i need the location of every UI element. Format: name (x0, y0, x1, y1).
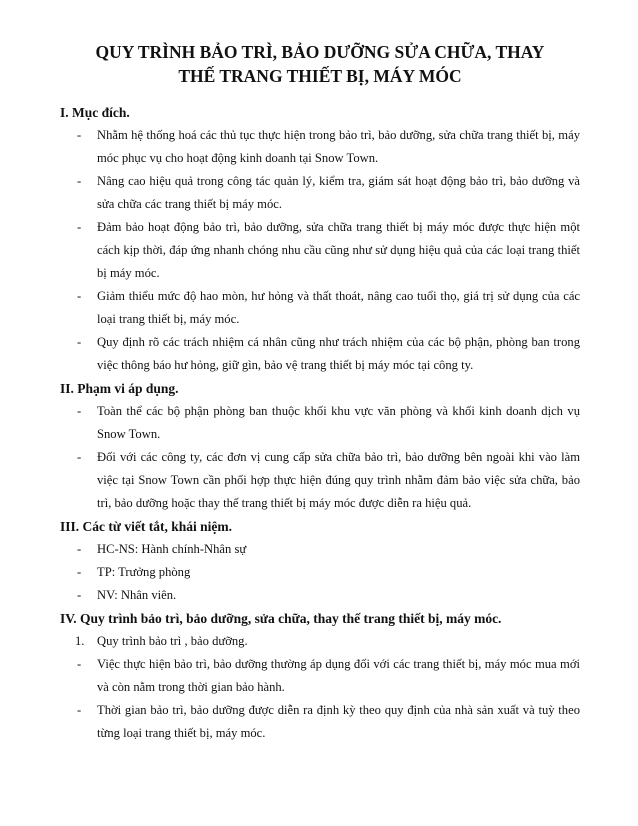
bullet-dash: - (77, 289, 82, 303)
list-item (60, 285, 580, 331)
bullet-dash: - (77, 174, 82, 188)
bullet-dash: - (77, 128, 82, 142)
list-item (60, 538, 580, 561)
document-title (70, 40, 570, 88)
list-item-text: Việc thực hiện bảo trì, bảo dưỡng thường áp dụng đối với các trang thiết bị, máy móc mua mới và còn nằm trong thời gian bảo hành. (97, 657, 580, 694)
list-item (60, 653, 580, 699)
section-purpose (60, 102, 580, 377)
list-item (60, 699, 580, 745)
bullet-list (60, 124, 580, 377)
list-item-text: Thời gian bảo trì, bảo dưỡng được diễn ra định kỳ theo quy định của nhà sản xuất và tuỳ theo từng loại trang thiết bị, máy móc. (97, 703, 580, 740)
bullet-dash: - (77, 565, 82, 579)
list-item-text: Quy định rõ các trách nhiệm cá nhân cũng như trách nhiệm của các bộ phận, phòng ban trong việc thông báo hư hỏng, giữ gìn, bảo vệ trang thiết bị máy móc tại công ty. (97, 335, 580, 372)
list-item (60, 170, 580, 216)
list-item (60, 446, 580, 515)
section-heading: I. Mục đích. (60, 105, 130, 120)
bullet-list (60, 400, 580, 515)
section-heading: III. Các từ viết tắt, khái niệm. (60, 519, 232, 534)
bullet-dash: - (77, 404, 82, 418)
list-item-text: TP: Trưởng phòng (97, 565, 191, 579)
bullet-dash: - (77, 703, 82, 717)
list-item (60, 400, 580, 446)
list-item (60, 331, 580, 377)
title-line-2: THẾ TRANG THIẾT BỊ, MÁY MÓC (178, 66, 462, 86)
bullet-dash: - (77, 542, 82, 556)
section-abbreviations (60, 516, 580, 607)
list-item (60, 561, 580, 584)
list-item-text: Đối với các công ty, các đơn vị cung cấp sửa chữa bảo trì, bảo dưỡng bên ngoài khi vào làm việc tại Snow Town cần phối hợp thực hiện đúng quy trình nhằm đảm bảo việc sửa chữa, bảo trì, bảo dưỡng hoặc thay thế trang thiết bị máy móc được diễn ra hiệu quả. (97, 450, 580, 510)
list-item-text: Nhằm hệ thống hoá các thủ tục thực hiện trong bảo trì, bảo dưỡng, sửa chữa trang thiết bị, máy móc phục vụ cho hoạt động kinh doanh tại Snow Town. (97, 128, 580, 165)
list-item-text: Đảm bảo hoạt động bảo trì, bảo dưỡng, sửa chữa trang thiết bị máy móc được thực hiện một cách kịp thời, đáp ứng nhanh chóng nhu cầu cũng như sử dụng hiệu quả của các loại trang thiết bị máy móc. (97, 220, 580, 280)
bullet-dash: - (77, 657, 82, 671)
list-item-text: Toàn thể các bộ phận phòng ban thuộc khối khu vực văn phòng và khối kinh doanh dịch vụ Snow Town. (97, 404, 580, 441)
bullet-dash: - (77, 588, 82, 602)
list-item-text: HC-NS: Hành chính-Nhân sự (97, 542, 247, 556)
list-item (60, 216, 580, 285)
bullet-dash: - (77, 450, 82, 464)
list-item (60, 124, 580, 170)
section-scope (60, 378, 580, 515)
number-marker: 1. (75, 634, 85, 648)
section-heading: IV. Quy trình bảo trì, bảo dưỡng, sửa chữa, thay thế trang thiết bị, máy móc. (60, 611, 502, 626)
bullet-list (60, 630, 580, 745)
list-item-text: Nâng cao hiệu quả trong công tác quản lý, kiểm tra, giám sát hoạt động bảo trì, bảo dưỡng và sửa chữa các trang thiết bị máy móc. (97, 174, 580, 211)
bullet-dash: - (77, 335, 82, 349)
list-item-numbered (60, 630, 580, 653)
title-line-1: QUY TRÌNH BẢO TRÌ, BẢO DƯỠNG SỬA CHỮA, THAY (95, 42, 545, 62)
section-procedure (60, 608, 580, 745)
list-item-text: Quy trình bảo trì , bảo dưỡng. (97, 634, 248, 648)
list-item-text: Giảm thiểu mức độ hao mòn, hư hỏng và thất thoát, nâng cao tuổi thọ, giá trị sử dụng của các loại trang thiết bị, máy móc. (97, 289, 580, 326)
list-item (60, 584, 580, 607)
bullet-dash: - (77, 220, 82, 234)
bullet-list (60, 538, 580, 607)
list-item-text: NV: Nhân viên. (97, 588, 177, 602)
section-heading: II. Phạm vi áp dụng. (60, 381, 179, 396)
